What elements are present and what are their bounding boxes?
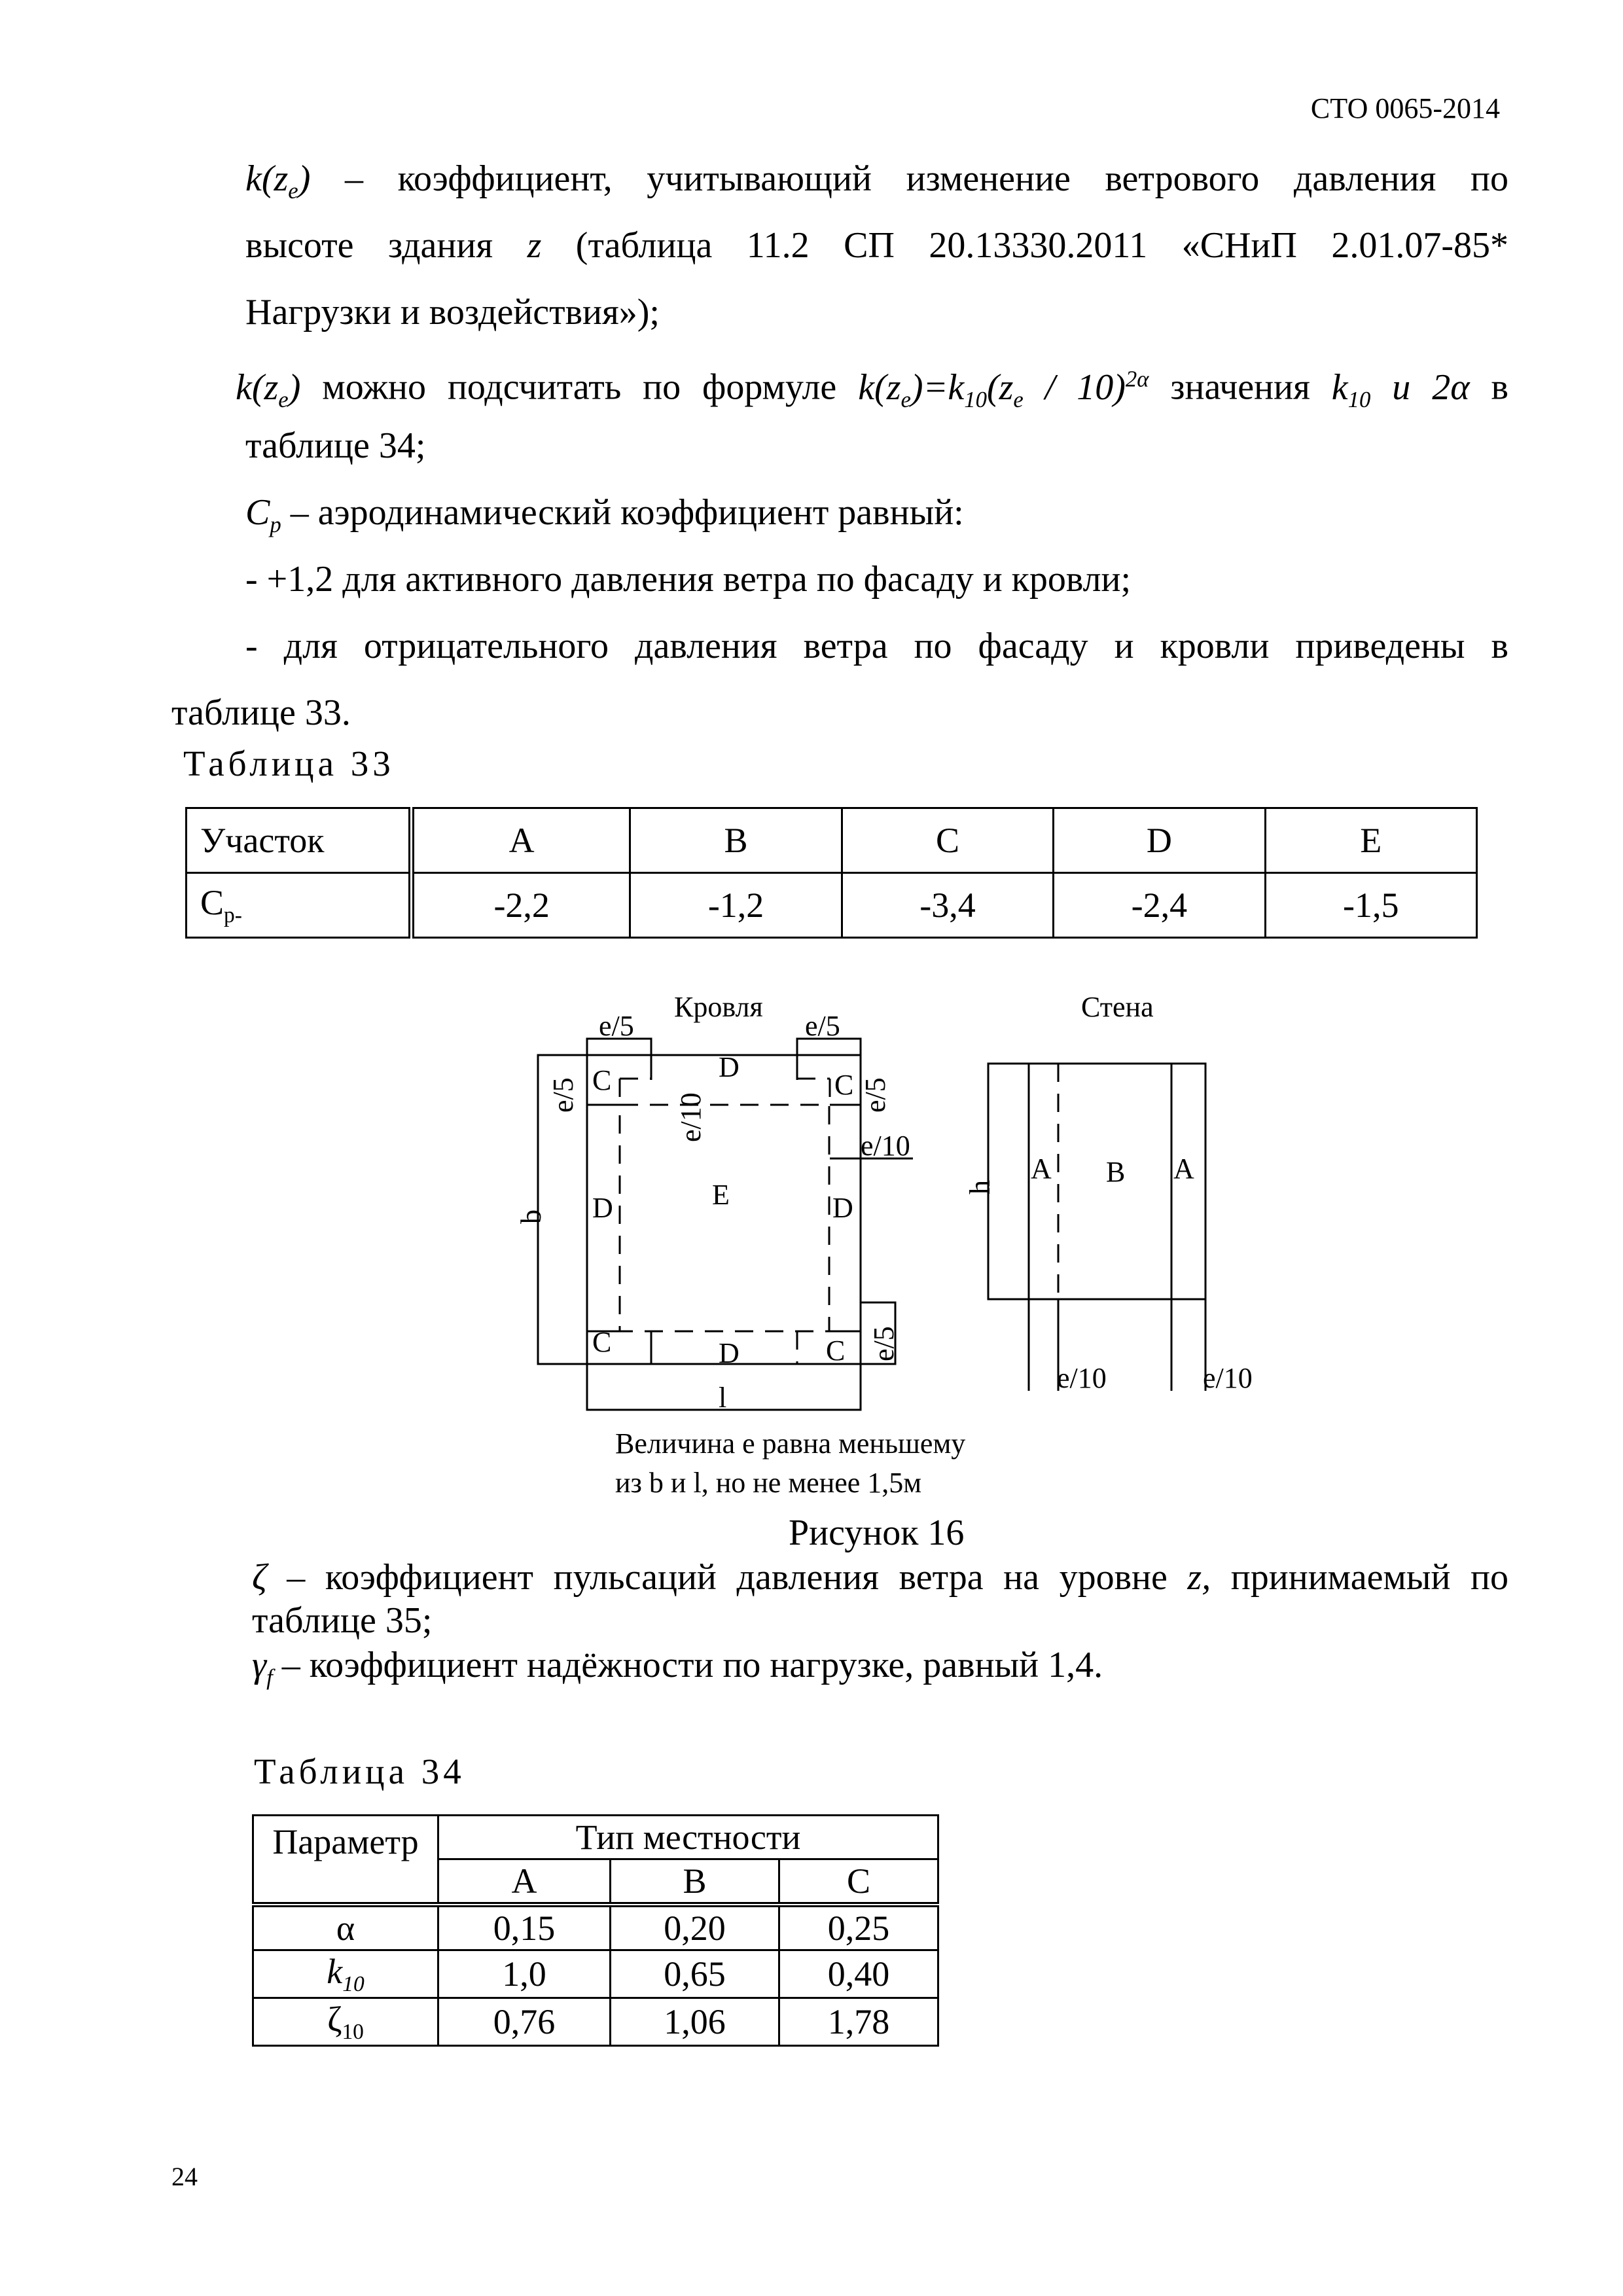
table-34 [252,1814,939,2047]
figure-16-caption: Рисунок 16 [789,1513,965,1553]
roof-title: Кровля [674,991,763,1023]
table-33-col-e: E [1265,808,1476,873]
table-33-cell: -2,2 [412,873,630,938]
table-33-col-a: A [412,808,630,873]
zone-c-bottom-right: C [826,1335,846,1367]
table-34-cell: 1,78 [779,1998,938,2045]
bullet-active-pressure: - +1,2 для активного давления ветра по фасаду и кровли; [245,559,1132,600]
table-34-caption: Таблица 34 [254,1751,465,1791]
gamma-definition: $\gamma_f$ – коэффициент надёжности по нагрузке, равный 1,4. [252,1645,1103,1691]
table-34-cell: 0,15 [438,1905,611,1950]
table-34-cell: 0,25 [779,1905,938,1950]
dim-l: l [719,1382,727,1414]
table-33-cell: -2,4 [1054,873,1265,938]
dim-e10-wall-left: e/10 [1057,1362,1107,1394]
table-34-cell: 0,40 [779,1950,938,1998]
zone-b: B [1106,1156,1126,1188]
formula-line-2: таблице 34; [245,425,426,466]
table-34-cell: 0,76 [438,1998,611,2045]
figure-note-line-2: из b и l, но не менее 1,5м [615,1467,922,1499]
zone-c-bottom-left: C [592,1326,612,1358]
k-definition-line-2: высоте здания z (таблица 11.2 СП 20.13330.2011 «СНиП 2.01.07-85* [245,225,1509,266]
zone-d-left: D [592,1192,613,1224]
table-34-row-label: α [253,1905,438,1950]
zone-d-top: D [719,1051,740,1083]
zone-a-right: A [1173,1153,1194,1185]
table-34-header-row [253,1816,938,1859]
table-34-col-b: B [611,1859,779,1905]
dim-e5-bottom-right: e/5 [868,1326,900,1361]
dim-e10-roof-top: e/10 [675,1092,707,1142]
table-34-cell: 0,20 [611,1905,779,1950]
bullet-negative-pressure: - для отрицательного давления ветра по фасаду и кровли приведены в [245,626,1508,666]
formula-line-1: $k(z_e)$ можно подсчитать по формуле $k(z_e)=k_{10}(z_e / 10)^{2\alpha}$ значения $k_{10}$ и 2α в [236,366,1508,412]
figure-note-line-1: Величина е равна меньшему [615,1427,966,1460]
page-number: 24 [171,2162,198,2191]
k-definition-line-3: Нагрузки и воздействия»); [245,292,660,332]
zone-a-left: A [1031,1153,1052,1185]
table-33-col-b: B [630,808,842,873]
table-34-row-k10 [253,1950,938,1998]
table-34-cell: 1,06 [611,1998,779,2045]
table-33-caption: Таблица 33 [183,744,395,783]
table-34-cell: 1,0 [438,1950,611,1998]
zone-d-bottom: D [719,1337,740,1369]
k-definition-line-1: $k(z_e)$ – коэффициент, учитывающий изменение ветрового давления по [245,158,1508,204]
dim-e10-wall-right: e/10 [1203,1362,1253,1394]
table-33-col-d: D [1054,808,1265,873]
document-code: СТО 0065-2014 [1310,92,1500,124]
dim-e5-top-left: e/5 [599,1010,634,1042]
table-33-cell: -1,5 [1265,873,1476,938]
table-34-row-zeta10 [253,1998,938,2045]
roof-zone-boundaries [620,1079,830,1364]
table-33-cell: -3,4 [842,873,1053,938]
zeta-definition-line-2: таблице 35; [252,1600,433,1641]
table-34-col-a: A [438,1859,611,1905]
bullet-negative-pressure-cont: таблице 33. [171,692,351,733]
table-34-row-label: $k_{10}$ [253,1950,438,1998]
dim-e5-left: e/5 [547,1077,579,1113]
wall-outline [988,1064,1205,1391]
cp-definition: $C_p$ – аэродинамический коэффициент равный: [245,492,964,538]
table-33-row-label: $C_{p-}$ [187,873,412,938]
table-34-col-c: C [779,1859,938,1905]
table-34-param-header: Параметр [253,1816,438,1905]
dim-e10-roof-right: e/10 [861,1130,910,1162]
dim-e5-right: e/5 [859,1077,891,1113]
dim-b: b [515,1210,547,1224]
zone-e: E [712,1179,730,1211]
dim-e5-top-right: e/5 [805,1010,840,1042]
wall-title: Стена [1081,991,1154,1023]
zone-c-top-left: C [592,1064,612,1096]
roof-corner-zones [587,1105,861,1364]
table-34-row-label: $\zeta_{10}$ [253,1998,438,2045]
zone-d-right: D [832,1192,853,1224]
zeta-definition-line-1: ζ – коэффициент пульсаций давления ветра на уровне z, принимаемый по [252,1557,1508,1598]
table-34-cell: 0,65 [611,1950,779,1998]
table-33-header-label: Участок [187,808,412,873]
table-34-group-header: Тип местности [438,1816,938,1859]
dim-h: h [964,1180,996,1194]
table-33-cell: -1,2 [630,873,842,938]
zone-c-top-right: C [834,1069,854,1101]
table-34-row-alpha [253,1905,938,1950]
table-33-col-c: C [842,808,1053,873]
